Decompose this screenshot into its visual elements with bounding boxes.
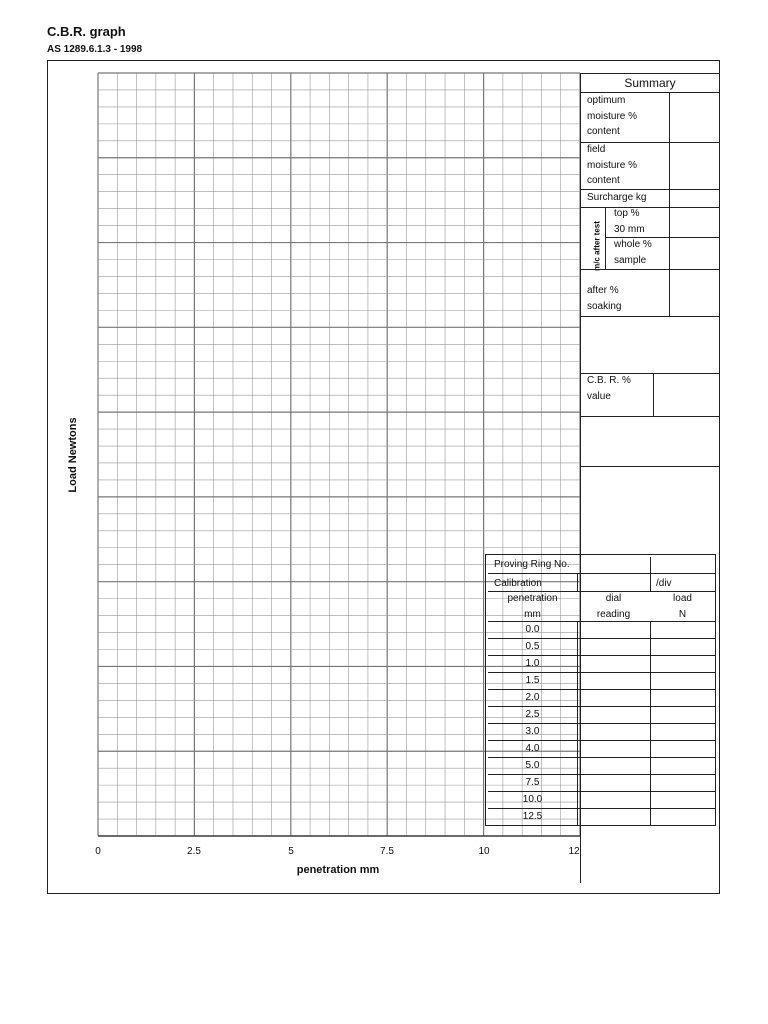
summary-row-line	[580, 207, 720, 208]
x-tick-label: 5	[288, 846, 294, 857]
table-row	[488, 758, 715, 775]
dial-reading-cell[interactable]	[577, 792, 650, 808]
table-line	[488, 621, 715, 622]
summary-divider	[669, 93, 670, 189]
penetration-cell: 7.5	[525, 777, 540, 788]
penetration-cell: 5.0	[525, 760, 540, 771]
x-tick-label: 7.5	[380, 846, 394, 857]
y-axis-label: Load Newtons	[67, 417, 79, 493]
column-header-penetration: penetration mm	[507, 593, 558, 620]
surcharge-label: Surcharge kg	[587, 192, 647, 203]
x-tick-label: 12	[568, 846, 580, 857]
mc-after-test-label: m/c after test	[592, 221, 602, 271]
dial-reading-cell[interactable]	[577, 673, 650, 689]
calibration-label: Calibration	[494, 578, 542, 589]
load-cell[interactable]	[650, 758, 715, 774]
standard-reference: AS 1289.6.1.3 - 1998	[47, 44, 143, 55]
table-row	[488, 809, 715, 826]
table-row	[488, 741, 715, 758]
table-row	[488, 656, 715, 673]
table-row	[488, 775, 715, 792]
load-cell[interactable]	[650, 741, 715, 757]
column-header-dial-reading: dial reading	[596, 593, 631, 620]
column-header-load: load N	[673, 593, 692, 620]
penetration-cell: 1.0	[525, 658, 540, 669]
dial-reading-cell[interactable]	[577, 809, 650, 826]
table-divider	[650, 557, 651, 573]
summary-row-line	[580, 466, 720, 467]
proving-ring-label: Proving Ring No.	[494, 559, 570, 570]
summary-row-line	[580, 316, 720, 317]
penetration-cell: 3.0	[525, 726, 540, 737]
penetration-cell: 12.5	[522, 811, 543, 822]
penetration-cell: 0.5	[525, 641, 540, 652]
dial-reading-cell[interactable]	[577, 639, 650, 655]
summary-divider	[669, 189, 670, 317]
table-row	[488, 622, 715, 639]
summary-row-line	[580, 416, 720, 417]
penetration-cell: 2.0	[525, 692, 540, 703]
dial-reading-cell[interactable]	[577, 622, 650, 638]
top-30mm-label: top % 30 mm	[614, 208, 645, 235]
x-tick-label: 10	[478, 846, 490, 857]
summary-divider	[653, 373, 654, 417]
penetration-cell: 2.5	[525, 709, 540, 720]
load-cell[interactable]	[650, 656, 715, 672]
load-cell[interactable]	[650, 792, 715, 808]
x-axis-label: penetration mm	[296, 864, 380, 876]
per-div-label: /div	[656, 578, 672, 589]
table-divider	[577, 573, 578, 591]
load-cell[interactable]	[650, 639, 715, 655]
load-cell[interactable]	[650, 673, 715, 689]
page-title: C.B.R. graph	[47, 24, 126, 39]
after-soaking-label: after % soaking	[587, 285, 622, 312]
load-cell[interactable]	[650, 724, 715, 740]
dial-reading-cell[interactable]	[577, 758, 650, 774]
table-row	[488, 673, 715, 690]
optimum-moisture-label: optimum moisture % content	[587, 95, 638, 137]
cbr-value-label: C.B. R. % value	[587, 375, 631, 402]
dial-reading-cell[interactable]	[577, 741, 650, 757]
penetration-cell: 4.0	[525, 743, 540, 754]
table-line	[488, 573, 715, 574]
x-tick-label: 0	[95, 846, 101, 857]
load-cell[interactable]	[650, 690, 715, 706]
summary-title: Summary	[580, 73, 720, 93]
table-row	[488, 707, 715, 724]
x-tick-label: 2.5	[187, 846, 201, 857]
load-cell[interactable]	[650, 622, 715, 638]
penetration-cell: 1.5	[525, 675, 540, 686]
summary-row-line	[580, 269, 720, 270]
table-divider	[650, 573, 651, 591]
dial-reading-cell[interactable]	[577, 656, 650, 672]
load-cell[interactable]	[650, 809, 715, 826]
summary-divider	[605, 207, 606, 269]
load-cell[interactable]	[650, 707, 715, 723]
penetration-cell: 10.0	[522, 794, 543, 805]
whole-sample-label: whole % sample	[614, 239, 652, 266]
table-row	[488, 792, 715, 809]
penetration-cell: 0.0	[525, 624, 540, 635]
field-moisture-label: field moisture % content	[587, 144, 638, 186]
table-row	[488, 724, 715, 741]
dial-reading-cell[interactable]	[577, 724, 650, 740]
table-row	[488, 639, 715, 656]
load-cell[interactable]	[650, 775, 715, 791]
dial-reading-cell[interactable]	[577, 707, 650, 723]
summary-right-border	[719, 73, 720, 467]
table-row	[488, 690, 715, 707]
dial-reading-cell[interactable]	[577, 775, 650, 791]
dial-reading-cell[interactable]	[577, 690, 650, 706]
